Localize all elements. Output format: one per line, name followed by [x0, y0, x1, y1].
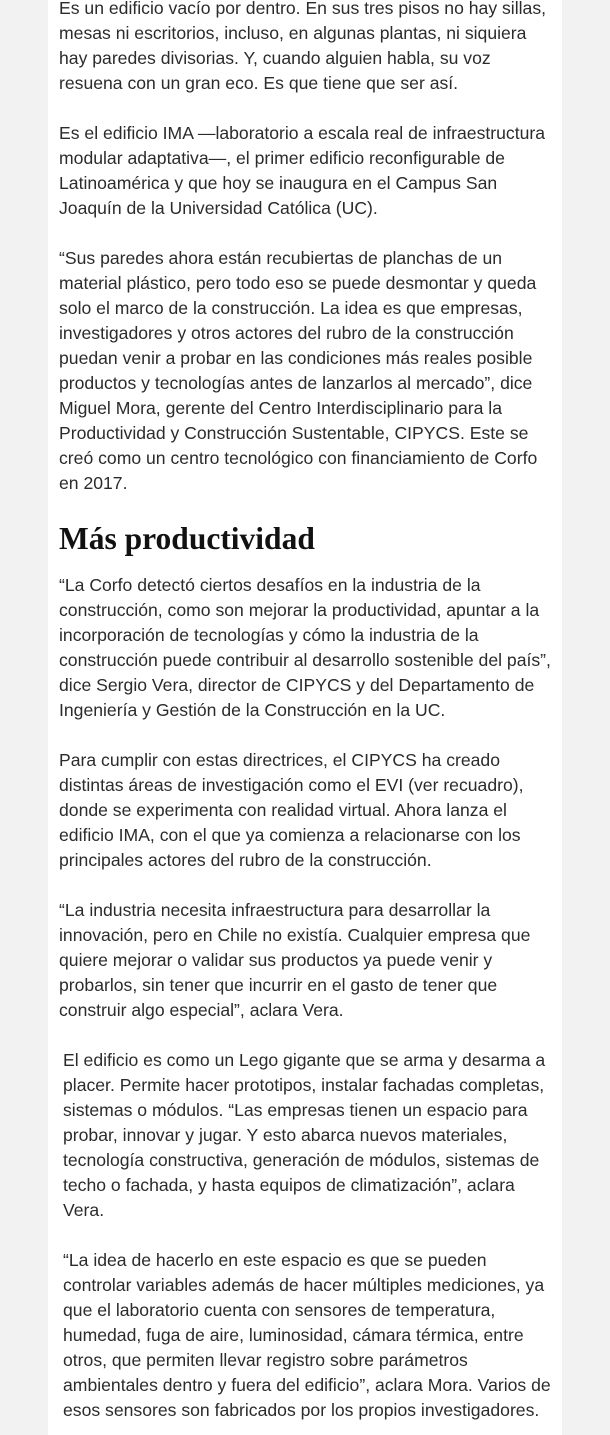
paragraph-mora-quote: “Sus paredes ahora están recubiertas de planchas de un material plástico, pero todo eso se puede desmontar y queda solo el marco de la construcción. La idea es que empresas, investigadores y otros actores del rubro de la construcción puedan venir a probar en las condiciones más reales posible productos y tecnologías antes de lanzarlos al mercado”, dice Miguel Mora, gerente del Centro Interdisciplinario para la Productividad y Construcción Sustentable, CIPYCS. Este se creó como un centro tecnológico con financiamiento de Corfo en 2017. — [59, 248, 538, 493]
article-body — [59, 0, 555, 1423]
paragraph-industry-quote: “La industria necesita infraestructura para desarrollar la innovación, pero en Chile no existía. Cualquier empresa que quiere mejorar o validar sus productos ya puede venir y probarlos, sin tener que incurrir en el gasto de tener que construir algo especial”, aclara Vera. — [59, 900, 531, 1020]
section-heading: Más productividad — [59, 521, 315, 556]
page — [48, 0, 562, 1435]
paragraph-lego: El edificio es como un Lego gigante que se arma y desarma a placer. Permite hacer prototipos, instalar fachadas completas, sistemas o módulos. “Las empresas tienen un espacio para probar, innovar y jugar. Y esto abarca nuevos materiales, tecnología constructiva, generación de módulos, sistemas de techo o fachada, y hasta equipos de climatización”, aclara Vera. — [63, 1050, 546, 1220]
paragraph-research-areas: Para cumplir con estas directrices, el CIPYCS ha creado distintas áreas de investigación como el EVI (ver recuadro), donde se experimenta con realidad virtual. Ahora lanza el edificio IMA, con el que ya comienza a relacionarse con los principales actores del rubro de la construcción. — [59, 750, 524, 870]
paragraph-corfo-quote: “La Corfo detectó ciertos desafíos en la industria de la construcción, como son mejorar la productividad, apuntar a la incorporación de tecnologías y cómo la industria de la construcción puede contribuir al desarrollo sostenible del país”, dice Sergio Vera, director de CIPYCS y del Departamento de Ingeniería y Gestión de la Construcción en la UC. — [59, 575, 551, 720]
paragraph-sensors: “La idea de hacerlo en este espacio es que se pueden controlar variables además de hacer múltiples mediciones, ya que el laboratorio cuenta con sensores de temperatura, humedad, fuga de aire, luminosidad, cámara térmica, entre otros, que permiten llevar registro sobre parámetros ambientales dentro y fuera del edificio”, aclara Mora. Varios de esos sensores son fabricados por los propios investigadores. — [63, 1250, 551, 1420]
paragraph-ima-building: Es el edificio IMA —laboratorio a escala real de infraestructura modular adaptativa—, el primer edificio reconfigurable de Latinoamérica y que hoy se inaugura en el Campus San Joaquín de la Universidad Católica (UC). — [59, 123, 546, 218]
paragraph-intro: Es un edificio vacío por dentro. En sus tres pisos no hay sillas, mesas ni escritorios, incluso, en algunas plantas, ni siquiera hay paredes divisorias. Y, cuando alguien habla, su voz resuena con un gran eco. Es que tiene que ser así. — [59, 0, 547, 93]
